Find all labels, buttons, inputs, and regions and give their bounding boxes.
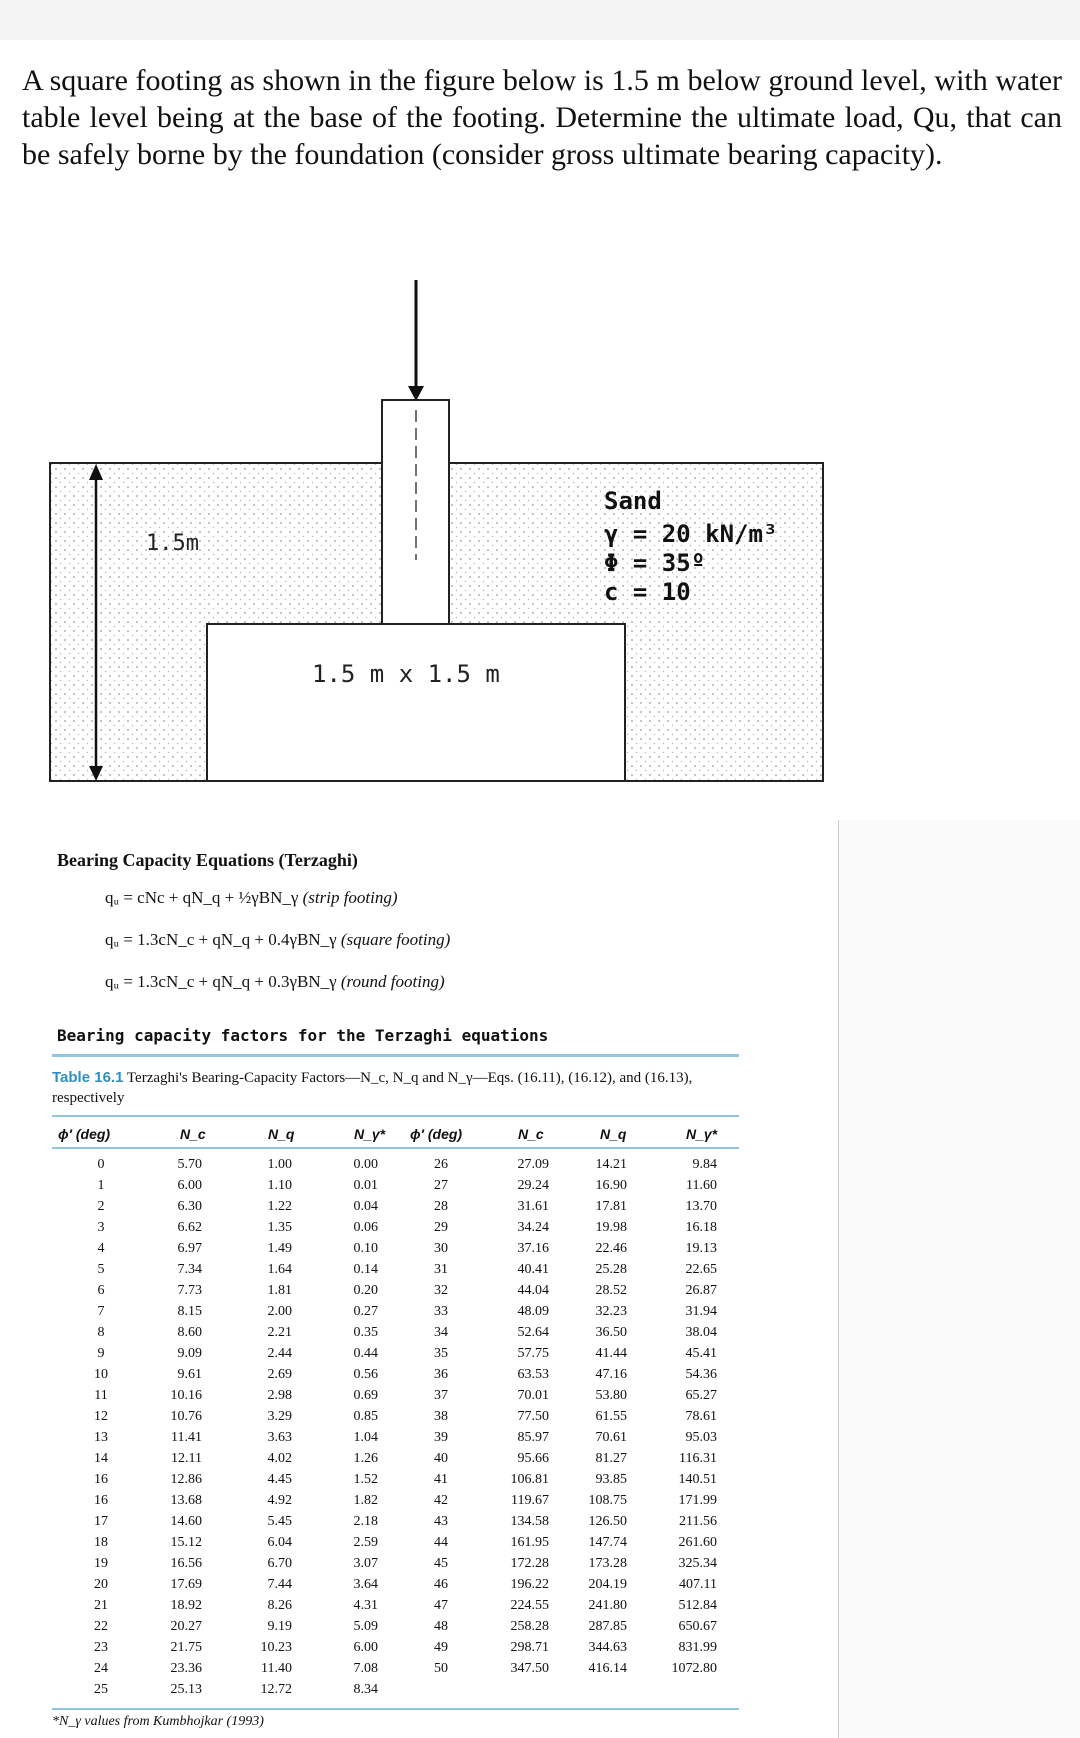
table-cell: 8 xyxy=(97,1325,105,1340)
unit-weight: γ = 20 kN/m³ xyxy=(604,520,778,548)
table-cell: 17.69 xyxy=(170,1577,202,1592)
table-row xyxy=(52,1325,742,1346)
table-cell: 16.18 xyxy=(685,1220,717,1235)
table-cell: 12.86 xyxy=(170,1472,202,1487)
table-cell: 7.73 xyxy=(177,1283,202,1298)
table-cell: 24 xyxy=(94,1661,108,1676)
table-row xyxy=(52,1262,742,1283)
table-cell: 33 xyxy=(434,1304,448,1319)
table-cell: 0.20 xyxy=(353,1283,378,1298)
table-row xyxy=(52,1283,742,1304)
table-cell: 512.84 xyxy=(678,1598,717,1613)
table-cell: 25 xyxy=(94,1682,108,1697)
table-cell: 46 xyxy=(434,1577,448,1592)
table-cell: 173.28 xyxy=(588,1556,627,1571)
table-row xyxy=(52,1577,742,1598)
table-body xyxy=(52,1157,742,1703)
friction-angle: Φ = 35º xyxy=(604,549,706,577)
table-cell: 70.01 xyxy=(517,1388,549,1403)
table-cell: 53.80 xyxy=(595,1388,627,1403)
footing xyxy=(207,624,625,781)
eq-round-formula: qᵤ = 1.3cN_c + qN_q + 0.3γBN_γ xyxy=(105,972,337,991)
table-cell: 31.61 xyxy=(517,1199,549,1214)
table-cell: 16 xyxy=(94,1493,108,1508)
soil-name: Sand xyxy=(604,487,662,515)
table-rule xyxy=(52,1054,739,1057)
table-cell: 5.70 xyxy=(177,1157,202,1172)
table-cell: 12.72 xyxy=(260,1682,292,1697)
table-cell: 1.26 xyxy=(353,1451,378,1466)
eq-square-note: (square footing) xyxy=(340,930,451,949)
table-cell: 47.16 xyxy=(595,1367,627,1382)
table-cell: 36.50 xyxy=(595,1325,627,1340)
table-cell: 52.64 xyxy=(517,1325,549,1340)
table-label: Table 16.1 xyxy=(52,1069,124,1086)
table-cell: 0.85 xyxy=(353,1409,378,1424)
table-cell: 34 xyxy=(434,1325,448,1340)
header-phi-2: ϕ′ (deg) xyxy=(410,1126,463,1142)
header-nc-1: N_c xyxy=(180,1126,206,1142)
table-cell: 20.27 xyxy=(170,1619,202,1634)
table-cell: 2 xyxy=(97,1199,105,1214)
table-cell: 2.98 xyxy=(267,1388,292,1403)
table-cell: 11.41 xyxy=(171,1430,202,1445)
header-nq-1: N_q xyxy=(268,1126,295,1142)
header-ng-2: N_γ* xyxy=(686,1126,718,1142)
eq-strip-note: (strip footing) xyxy=(302,888,398,907)
table-cell: 45.41 xyxy=(685,1346,717,1361)
table-cell: 5.09 xyxy=(353,1619,378,1634)
table-cell: 21 xyxy=(94,1598,108,1613)
table-row xyxy=(52,1367,742,1388)
table-cell: 40 xyxy=(434,1451,448,1466)
footing-figure xyxy=(0,260,1080,800)
table-cell: 70.61 xyxy=(595,1430,627,1445)
table-cell: 3.63 xyxy=(267,1430,292,1445)
table-cell: 204.19 xyxy=(588,1577,627,1592)
eq-strip xyxy=(105,888,398,908)
table-cell: 14.60 xyxy=(170,1514,202,1529)
table-cell: 16.56 xyxy=(170,1556,202,1571)
table-row xyxy=(52,1619,742,1640)
table-cell: 28.52 xyxy=(595,1283,627,1298)
table-cell: 106.81 xyxy=(510,1472,549,1487)
table-cell: 65.27 xyxy=(685,1388,717,1403)
table-cell: 2.59 xyxy=(353,1535,378,1550)
table-cell: 41 xyxy=(434,1472,448,1487)
table-cell: 0.44 xyxy=(353,1346,378,1361)
table-cell: 9.61 xyxy=(177,1367,202,1382)
table-row xyxy=(52,1535,742,1556)
problem-statement: A square footing as shown in the figure below is 1.5 m below ground level, with water table level being at the base of the footing. Determine the ultimate load, Qu, that can be safely borne by the foundation (consider gross ultimate bearing capacity). xyxy=(22,64,1062,171)
factors-title: Bearing capacity factors for the Terzaghi equations xyxy=(57,1026,549,1045)
table-cell: 25.13 xyxy=(170,1682,202,1697)
table-cell: 1 xyxy=(97,1178,105,1193)
table-cell: 38 xyxy=(434,1409,448,1424)
table-row xyxy=(52,1241,742,1262)
table-cell: 6.70 xyxy=(267,1556,292,1571)
table-cell: 12.11 xyxy=(171,1451,202,1466)
table-cell: 5 xyxy=(97,1262,105,1277)
table-cell: 831.99 xyxy=(678,1640,717,1655)
table-row xyxy=(52,1304,742,1325)
table-cell: 0.01 xyxy=(353,1178,378,1193)
eq-square-formula: qᵤ = 1.3cN_c + qN_q + 0.4γBN_γ xyxy=(105,930,337,949)
table-cell: 287.85 xyxy=(588,1619,627,1634)
table-cell: 18.92 xyxy=(170,1598,202,1613)
table-rule xyxy=(52,1708,739,1710)
table-cell: 7.44 xyxy=(267,1577,292,1592)
table-cell: 5.45 xyxy=(267,1514,292,1529)
table-cell: 17.81 xyxy=(595,1199,627,1214)
table-cell: 41.44 xyxy=(595,1346,627,1361)
table-cell: 0.06 xyxy=(353,1220,378,1235)
top-band xyxy=(0,0,1080,40)
table-cell: 1.81 xyxy=(267,1283,292,1298)
table-cell: 8.26 xyxy=(267,1598,292,1613)
table-cell: 16 xyxy=(94,1472,108,1487)
table-cell: 85.97 xyxy=(517,1430,549,1445)
table-cell: 119.67 xyxy=(511,1493,549,1508)
table-cell: 0.27 xyxy=(353,1304,378,1319)
table-cell: 416.14 xyxy=(588,1661,627,1676)
table-cell: 325.34 xyxy=(678,1556,717,1571)
table-row xyxy=(52,1199,742,1220)
table-cell: 2.44 xyxy=(267,1346,292,1361)
table-cell: 13.70 xyxy=(685,1199,717,1214)
table-cell: 7.08 xyxy=(353,1661,378,1676)
table-cell: 4.45 xyxy=(267,1472,292,1487)
table-row xyxy=(52,1640,742,1661)
eq-square xyxy=(105,930,450,950)
table-cell: 14 xyxy=(94,1451,108,1466)
table-cell: 1.35 xyxy=(267,1220,292,1235)
table-cell: 17 xyxy=(94,1514,108,1529)
table-cell: 3.64 xyxy=(353,1577,378,1592)
table-row xyxy=(52,1556,742,1577)
table-cell: 1.10 xyxy=(267,1178,292,1193)
table-cell: 81.27 xyxy=(595,1451,627,1466)
table-cell: 140.51 xyxy=(678,1472,717,1487)
table-cell: 6 xyxy=(97,1283,105,1298)
table-cell: 0.69 xyxy=(353,1388,378,1403)
table-cell: 27 xyxy=(434,1178,448,1193)
equations-title: Bearing Capacity Equations (Terzaghi) xyxy=(57,850,358,870)
table-cell: 32.23 xyxy=(595,1304,627,1319)
table-cell: 22.65 xyxy=(685,1262,717,1277)
table-row xyxy=(52,1493,742,1514)
table-cell: 7.34 xyxy=(177,1262,202,1277)
table-cell: 0 xyxy=(97,1157,105,1172)
table-cell: 2.69 xyxy=(267,1367,292,1382)
table-cell: 116.31 xyxy=(679,1451,717,1466)
table-cell: 20 xyxy=(94,1577,108,1592)
table-cell: 9 xyxy=(97,1346,105,1361)
table-cell: 108.75 xyxy=(588,1493,627,1508)
table-cell: 35 xyxy=(434,1346,448,1361)
table-cell: 57.75 xyxy=(517,1346,549,1361)
table-cell: 134.58 xyxy=(510,1514,549,1529)
table-row xyxy=(52,1514,742,1535)
table-cell: 4 xyxy=(97,1241,105,1256)
table-cell: 10.23 xyxy=(260,1640,292,1655)
table-cell: 47 xyxy=(434,1598,448,1613)
table-cell: 22.46 xyxy=(595,1241,627,1256)
table-cell: 8.60 xyxy=(177,1325,202,1340)
eq-strip-formula: qᵤ = cNc + qN_q + ½γBN_γ xyxy=(105,888,299,907)
table-cell: 28 xyxy=(434,1199,448,1214)
table-cell: 23 xyxy=(94,1640,108,1655)
table-cell: 29 xyxy=(434,1220,448,1235)
table-cell: 3 xyxy=(97,1220,105,1235)
table-row xyxy=(52,1661,742,1682)
header-ng-1: N_γ* xyxy=(354,1126,386,1142)
table-cell: 4.31 xyxy=(353,1598,378,1613)
table-cell: 1.52 xyxy=(353,1472,378,1487)
table-cell: 38.04 xyxy=(685,1325,717,1340)
table-cell: 25.28 xyxy=(595,1262,627,1277)
table-cell: 40.41 xyxy=(517,1262,549,1277)
table-cell: 1.64 xyxy=(267,1262,292,1277)
table-cell: 9.19 xyxy=(267,1619,292,1634)
table-cell: 0.10 xyxy=(353,1241,378,1256)
table-cell: 2.00 xyxy=(267,1304,292,1319)
table-cell: 77.50 xyxy=(517,1409,549,1424)
table-cell: 39 xyxy=(434,1430,448,1445)
table-cell: 0.56 xyxy=(353,1367,378,1382)
table-footnote: *N_γ values from Kumbhojkar (1993) xyxy=(52,1714,264,1729)
table-cell: 8.34 xyxy=(353,1682,378,1697)
table-cell: 42 xyxy=(434,1493,448,1508)
table-row xyxy=(52,1430,742,1451)
table-cell: 211.56 xyxy=(679,1514,717,1529)
table-cell: 171.99 xyxy=(678,1493,717,1508)
table-row xyxy=(52,1472,742,1493)
table-cell: 11.40 xyxy=(261,1661,292,1676)
footing-size-label: 1.5 m x 1.5 m xyxy=(312,660,500,688)
table-cell: 61.55 xyxy=(595,1409,627,1424)
table-cell: 26.87 xyxy=(685,1283,717,1298)
table-cell: 11 xyxy=(94,1388,108,1403)
table-cell: 196.22 xyxy=(510,1577,549,1592)
table-cell: 19.13 xyxy=(685,1241,717,1256)
table-caption-text: Terzaghi's Bearing-Capacity Factors—N_c, N_q and N_γ—Eqs. (16.11), (16.12), and (16.13), respectively xyxy=(52,1070,693,1106)
table-cell: 344.63 xyxy=(588,1640,627,1655)
table-cell: 10.76 xyxy=(170,1409,202,1424)
table-cell: 14.21 xyxy=(595,1157,627,1172)
table-rule xyxy=(52,1147,739,1149)
table-cell: 3.07 xyxy=(353,1556,378,1571)
table-cell: 63.53 xyxy=(517,1367,549,1382)
table-cell: 2.18 xyxy=(353,1514,378,1529)
table-caption xyxy=(52,1068,732,1108)
table-cell: 13 xyxy=(94,1430,108,1445)
table-cell: 78.61 xyxy=(685,1409,717,1424)
table-cell: 147.74 xyxy=(588,1535,627,1550)
table-cell: 32 xyxy=(434,1283,448,1298)
header-phi-1: ϕ′ (deg) xyxy=(58,1126,111,1142)
table-cell: 347.50 xyxy=(510,1661,549,1676)
table-cell: 261.60 xyxy=(678,1535,717,1550)
header-nc-2: N_c xyxy=(518,1126,544,1142)
table-cell: 37 xyxy=(434,1388,448,1403)
table-cell: 1.00 xyxy=(267,1157,292,1172)
table-cell: 27.09 xyxy=(517,1157,549,1172)
table-cell: 1072.80 xyxy=(671,1661,717,1676)
table-cell: 12 xyxy=(94,1409,108,1424)
table-cell: 6.30 xyxy=(177,1199,202,1214)
table-row xyxy=(52,1157,742,1178)
table-cell: 0.35 xyxy=(353,1325,378,1340)
table-row xyxy=(52,1220,742,1241)
table-cell: 2.21 xyxy=(267,1325,292,1340)
side-panel xyxy=(839,820,1080,1738)
table-cell: 4.92 xyxy=(267,1493,292,1508)
table-cell: 43 xyxy=(434,1514,448,1529)
table-cell: 45 xyxy=(434,1556,448,1571)
table-cell: 126.50 xyxy=(588,1514,627,1529)
table-cell: 48 xyxy=(434,1619,448,1634)
depth-label: 1.5m xyxy=(146,531,199,556)
table-cell: 31 xyxy=(434,1262,448,1277)
table-cell: 37.16 xyxy=(517,1241,549,1256)
table-row xyxy=(52,1388,742,1409)
table-cell: 7 xyxy=(97,1304,105,1319)
table-cell: 224.55 xyxy=(510,1598,549,1613)
table-cell: 298.71 xyxy=(510,1640,549,1655)
table-cell: 8.15 xyxy=(177,1304,202,1319)
table-cell: 48.09 xyxy=(517,1304,549,1319)
table-cell: 49 xyxy=(434,1640,448,1655)
table-cell: 10.16 xyxy=(170,1388,202,1403)
table-cell: 258.28 xyxy=(510,1619,549,1634)
table-cell: 22 xyxy=(94,1619,108,1634)
table-cell: 0.14 xyxy=(353,1262,378,1277)
table-cell: 50 xyxy=(434,1661,448,1676)
table-cell: 95.03 xyxy=(685,1430,717,1445)
table-cell: 1.49 xyxy=(267,1241,292,1256)
table-cell: 95.66 xyxy=(517,1451,549,1466)
table-cell: 16.90 xyxy=(595,1178,627,1193)
table-cell: 1.22 xyxy=(267,1199,292,1214)
table-cell: 1.04 xyxy=(353,1430,378,1445)
table-cell: 1.82 xyxy=(353,1493,378,1508)
table-cell: 11.60 xyxy=(686,1178,717,1193)
table-cell: 6.00 xyxy=(177,1178,202,1193)
table-cell: 6.04 xyxy=(267,1535,292,1550)
eq-round-note: (round footing) xyxy=(340,972,445,991)
table-row xyxy=(52,1409,742,1430)
table-rule xyxy=(52,1115,739,1117)
table-cell: 4.02 xyxy=(267,1451,292,1466)
table-cell: 241.80 xyxy=(588,1598,627,1613)
table-row xyxy=(52,1451,742,1472)
table-cell: 30 xyxy=(434,1241,448,1256)
table-row xyxy=(52,1598,742,1619)
table-cell: 26 xyxy=(434,1157,448,1172)
table-cell: 19.98 xyxy=(595,1220,627,1235)
cohesion: c = 10 xyxy=(604,578,691,606)
table-cell: 6.97 xyxy=(177,1241,202,1256)
table-row xyxy=(52,1682,742,1703)
table-cell: 23.36 xyxy=(170,1661,202,1676)
table-cell: 36 xyxy=(434,1367,448,1382)
table-cell: 0.00 xyxy=(353,1157,378,1172)
table-cell: 29.24 xyxy=(517,1178,549,1193)
table-cell: 13.68 xyxy=(170,1493,202,1508)
table-cell: 19 xyxy=(94,1556,108,1571)
table-cell: 161.95 xyxy=(510,1535,549,1550)
table-cell: 6.00 xyxy=(353,1640,378,1655)
table-row xyxy=(52,1346,742,1367)
table-cell: 93.85 xyxy=(595,1472,627,1487)
table-row xyxy=(52,1178,742,1199)
table-cell: 21.75 xyxy=(170,1640,202,1655)
table-cell: 34.24 xyxy=(517,1220,549,1235)
table-cell: 9.84 xyxy=(692,1157,717,1172)
table-cell: 6.62 xyxy=(177,1220,202,1235)
eq-round xyxy=(105,972,445,992)
table-cell: 3.29 xyxy=(267,1409,292,1424)
header-nq-2: N_q xyxy=(600,1126,627,1142)
table-cell: 44 xyxy=(434,1535,448,1550)
table-cell: 10 xyxy=(94,1367,108,1382)
table-cell: 31.94 xyxy=(685,1304,717,1319)
table-cell: 18 xyxy=(94,1535,108,1550)
table-cell: 15.12 xyxy=(170,1535,202,1550)
table-cell: 0.04 xyxy=(353,1199,378,1214)
table-cell: 407.11 xyxy=(679,1577,717,1592)
table-cell: 54.36 xyxy=(685,1367,717,1382)
table-cell: 172.28 xyxy=(510,1556,549,1571)
table-cell: 44.04 xyxy=(517,1283,549,1298)
table-cell: 9.09 xyxy=(177,1346,202,1361)
table-cell: 650.67 xyxy=(678,1619,717,1634)
